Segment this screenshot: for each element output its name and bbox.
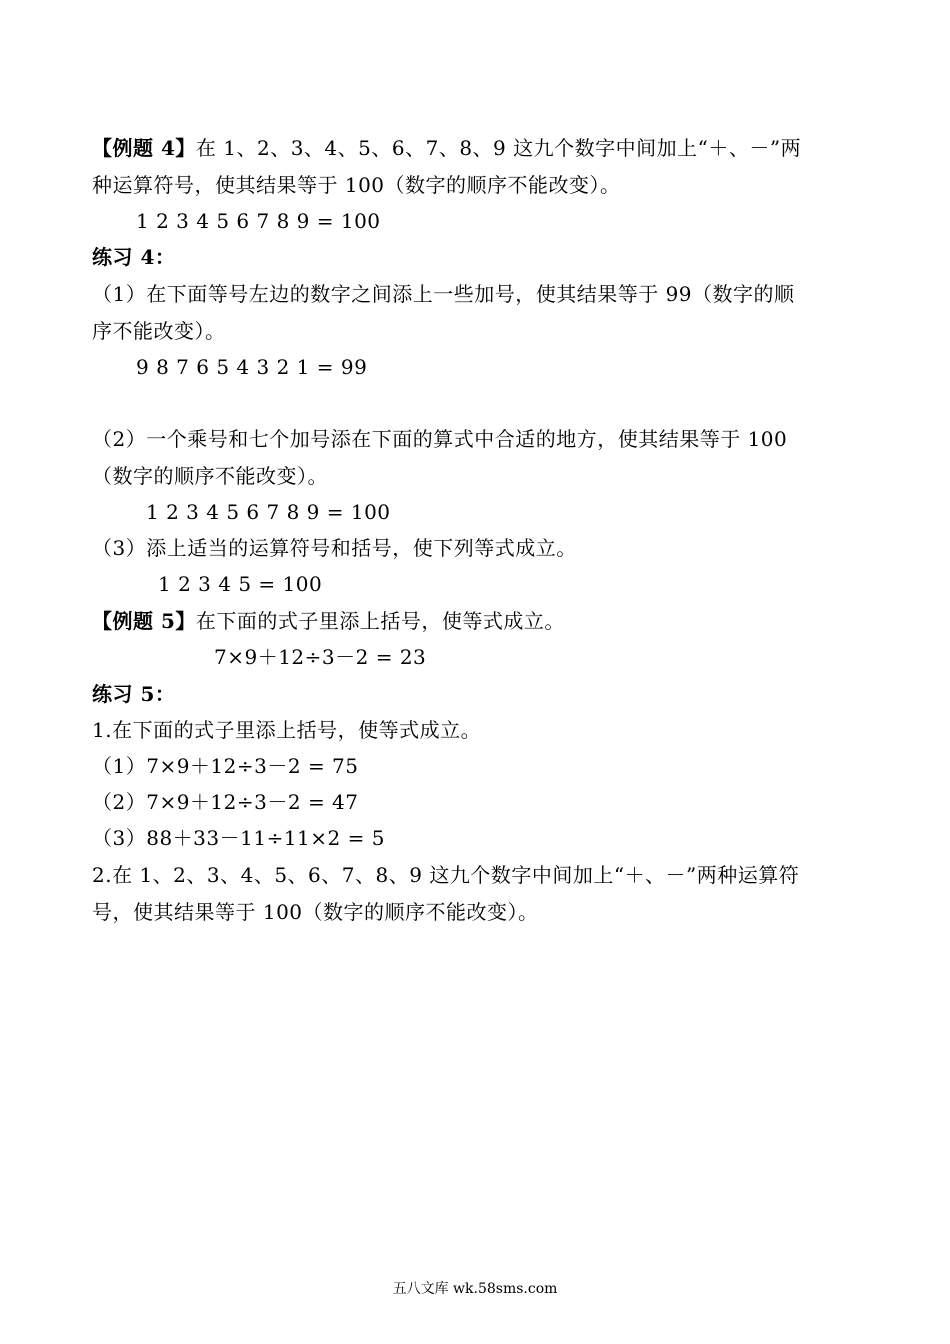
- example4-text-line1: 在 1、2、3、4、5、6、7、8、9 这九个数字中间加上“＋、－”两: [195, 136, 802, 160]
- practice5-item1-b: （2）7×9＋12÷3－2 = 47: [92, 790, 359, 814]
- example4-heading: 【例题 4】: [92, 136, 196, 160]
- practice5-item1: 1.在下面的式子里添上括号，使等式成立。: [92, 718, 482, 742]
- practice4-q3-equation: 1 2 3 4 5 = 100: [158, 572, 323, 596]
- example5-equation: 7×9＋12÷3－2 = 23: [214, 645, 427, 669]
- example5-text: 在下面的式子里添上括号，使等式成立。: [195, 609, 565, 633]
- practice4-q3-line1: （3）添上适当的运算符号和括号，使下列等式成立。: [92, 536, 577, 560]
- footer-watermark: 五八文库 wk.58sms.com: [392, 1281, 558, 1297]
- practice5-item2-line2: 号，使其结果等于 100（数字的顺序不能改变）。: [92, 900, 539, 924]
- practice4-q1-line2: 序不能改变）。: [92, 319, 226, 343]
- example4-line1: [92, 134, 801, 162]
- example5-heading: 【例题 5】: [92, 609, 196, 633]
- practice5-item2-line1: 2.在 1、2、3、4、5、6、7、8、9 这九个数字中间加上“＋、－”两种运算符: [92, 863, 800, 887]
- practice4-q2-equation: 1 2 3 4 5 6 7 8 9 = 100: [146, 500, 391, 524]
- practice4-q1-line1: （1）在下面等号左边的数字之间添上一些加号，使其结果等于 99（数字的顺: [92, 282, 795, 306]
- practice5-item1-a: （1）7×9＋12÷3－2 = 75: [92, 754, 359, 778]
- practice4-q1-equation: 9 8 7 6 5 4 3 2 1 = 99: [136, 355, 368, 379]
- practice5-heading: 练习 5：: [92, 682, 176, 706]
- example5-line: [92, 607, 565, 635]
- example4-equation: 1 2 3 4 5 6 7 8 9 = 100: [136, 209, 381, 233]
- practice4-heading: 练习 4：: [92, 245, 176, 269]
- practice4-q2-line1: （2）一个乘号和七个加号添在下面的算式中合适的地方，使其结果等于 100: [92, 427, 788, 451]
- practice5-item1-c: （3）88＋33－11÷11×2 = 5: [92, 826, 385, 850]
- example4-text-line2: 种运算符号，使其结果等于 100（数字的顺序不能改变）。: [92, 173, 621, 197]
- practice4-q2-line2: （数字的顺序不能改变）。: [92, 464, 328, 488]
